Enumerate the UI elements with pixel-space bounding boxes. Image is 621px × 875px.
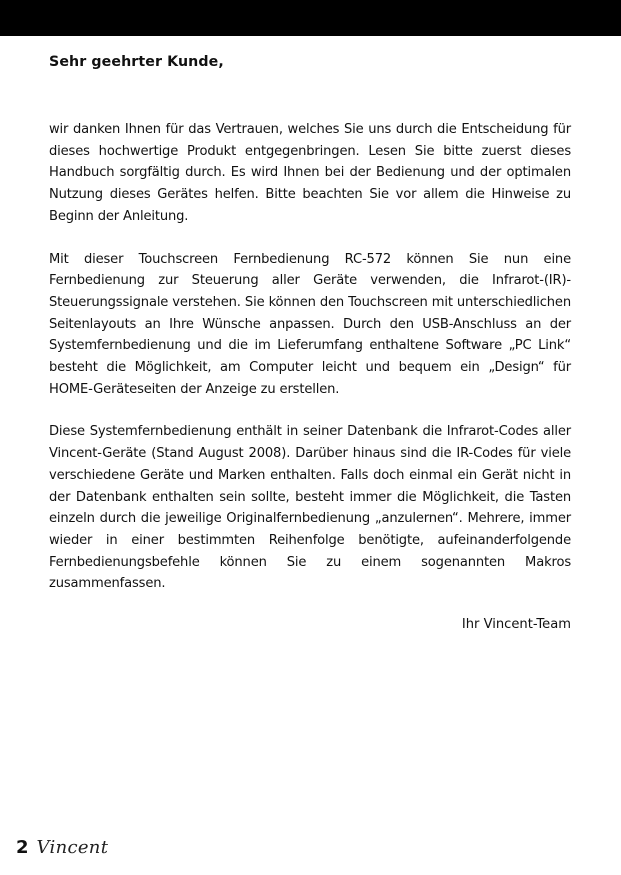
intro-paragraph: wir danken Ihnen für das Vertrauen, welches Sie uns durch die Entscheidung für dieses hochwertige Produkt entgegenbringen. Lesen Sie bitte zuerst dieses Handbuch sorgfältig durch. Es wird Ihnen bei der Bedienung und der optimalen Nutzung dieses Gerätes helfen. Bitte beachten Sie vor allem die Hinweise zu Beginn der Anleitung. bbox=[49, 122, 571, 224]
salutation: Sehr geehrter Kunde, bbox=[49, 54, 224, 70]
page-number: 2 bbox=[16, 837, 29, 858]
touchscreen-paragraph: Mit dieser Touchscreen Fernbedienung RC-572 können Sie nun eine Fernbedienung zur Steuerung aller Geräte verwenden, die Infrarot-(IR)-Steuerungssignale verstehen. Sie können den Touchscreen mit unterschiedlichen Seitenlayouts an Ihre Wünsche anpassen. Durch den USB-Anschluss an der Systemfernbedienung und die im Lieferumfang enthaltene Software „PC Link“ besteht die Möglichkeit, am Computer leicht und bequem ein „Design“ für HOME-Geräteseiten der Anzeige zu erstellen. bbox=[49, 251, 571, 397]
ir-codes-paragraph: Diese Systemfernbedienung enthält in seiner Datenbank die Infrarot-Codes aller Vincent-Geräte (Stand August 2008). Darüber hinaus sind die IR-Codes für viele verschiedene Geräte und Marken enthalten. Falls doch einmal ein Gerät nicht in der Datenbank enthalten sein sollte, besteht immer die Möglichkeit, die Tasten einzeln durch die jeweilige Originalfernbedienung „anzulernen“. Mehrere, immer wieder in einer bestimmten Reihenfolge benötigte, aufeinanderfolgende Fernbedienungsbefehle können Sie zu einem sogenannten Makros zusammenfassen. bbox=[49, 424, 571, 592]
page-footer bbox=[16, 837, 108, 858]
header-bar bbox=[0, 0, 621, 36]
signature: Ihr Vincent-Team bbox=[461, 617, 571, 633]
letter-body bbox=[49, 52, 571, 636]
brand-logo: Vincent bbox=[36, 837, 109, 858]
